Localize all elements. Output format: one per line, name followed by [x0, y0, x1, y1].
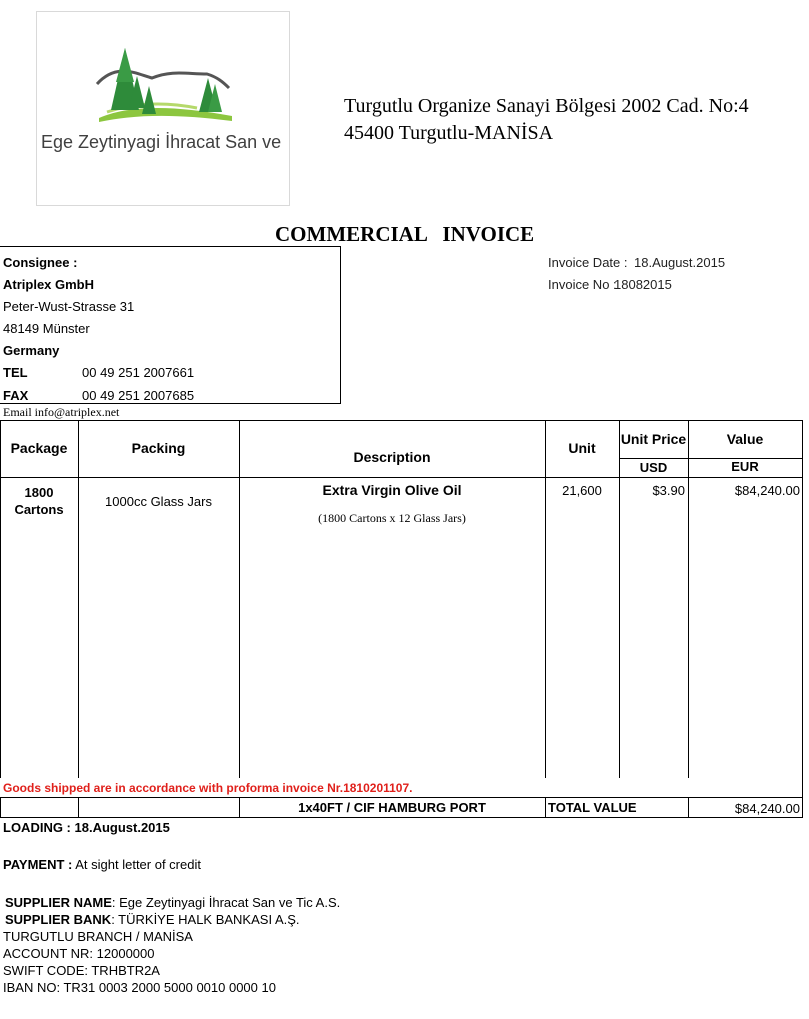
payment-terms	[3, 857, 201, 872]
total-value-amount: $84,240.00	[734, 801, 800, 816]
supplier-name-label: SUPPLIER NAME	[5, 895, 112, 910]
loading-date: LOADING : 18.August.2015	[3, 820, 170, 835]
row-unit: 21,600	[562, 483, 602, 498]
logo-landscape-icon	[37, 22, 289, 132]
row-description-sub: (1800 Cartons x 12 Glass Jars)	[318, 511, 466, 525]
bank-branch: TURGUTLU BRANCH / MANİSA	[3, 929, 193, 944]
consignee-country: Germany	[3, 343, 60, 358]
consignee-fax-value: 00 49 251 2007685	[82, 388, 195, 403]
column-header-description: Description	[353, 449, 431, 465]
company-address-line1: Turgutlu Organize Sanayi Bölgesi 2002 Cad. No:4	[344, 95, 749, 117]
swift-code: SWIFT CODE: TRHBTR2A	[3, 963, 160, 978]
total-value-label: TOTAL VALUE	[548, 800, 637, 815]
consignee-fax-label: FAX	[3, 388, 29, 403]
invoice-number-value: 18082015	[614, 277, 672, 292]
company-logo	[36, 11, 290, 206]
consignee-email: Email info@atriplex.net	[3, 405, 120, 419]
column-header-unit: Unit	[568, 440, 596, 456]
supplier-bank-label: SUPPLIER BANK	[5, 912, 112, 927]
invoice-number-label: Invoice No :	[548, 277, 617, 292]
account-number: ACCOUNT NR: 12000000	[3, 946, 155, 961]
company-address-line2: 45400 Turgutlu-MANİSA	[344, 122, 554, 144]
shipping-terms: 1x40FT / CIF HAMBURG PORT	[298, 800, 486, 815]
proforma-note: Goods shipped are in accordance with proforma invoice Nr.1810201107.	[3, 781, 413, 795]
payment-value: At sight letter of credit	[75, 857, 201, 872]
iban-number: IBAN NO: TR31 0003 2000 5000 0010 0000 10	[3, 980, 276, 995]
row-unit-price: $3.90	[652, 483, 685, 498]
consignee-city: 48149 Münster	[3, 321, 90, 336]
invoice-date-label: Invoice Date :	[548, 255, 628, 270]
payment-label: PAYMENT :	[3, 857, 73, 872]
column-header-package: Package	[10, 440, 68, 456]
column-header-value: Value	[726, 431, 764, 447]
consignee-street: Peter-Wust-Strasse 31	[3, 299, 135, 314]
logo-company-name: Ege Zeytinyagi İhracat San ve	[41, 132, 282, 152]
column-header-unit-price: Unit Price	[620, 431, 687, 447]
consignee-tel-value: 00 49 251 2007661	[82, 365, 195, 380]
column-header-unit-price-currency: USD	[639, 460, 668, 475]
supplier-bank	[5, 912, 300, 927]
row-packing: 1000cc Glass Jars	[105, 494, 212, 509]
supplier-name-value: : Ege Zeytinyagi İhracat San ve Tic A.S.	[111, 895, 341, 910]
consignee-name: Atriplex GmbH	[3, 277, 95, 292]
row-package-quantity: 1800	[24, 485, 54, 500]
column-header-packing: Packing	[131, 440, 186, 456]
consignee-label: Consignee :	[3, 255, 78, 270]
supplier-name	[5, 895, 340, 910]
column-header-value-currency: EUR	[731, 459, 759, 474]
row-value: $84,240.00	[734, 483, 800, 498]
row-description: Extra Virgin Olive Oil	[322, 482, 462, 498]
invoice-date-value: 18.August.2015	[634, 255, 726, 270]
consignee-tel-label: TEL	[3, 365, 28, 380]
row-package-type: Cartons	[14, 502, 64, 517]
invoice-title: COMMERCIAL INVOICE	[275, 222, 535, 246]
supplier-bank-value: : TÜRKİYE HALK BANKASI A.Ş.	[111, 912, 300, 927]
